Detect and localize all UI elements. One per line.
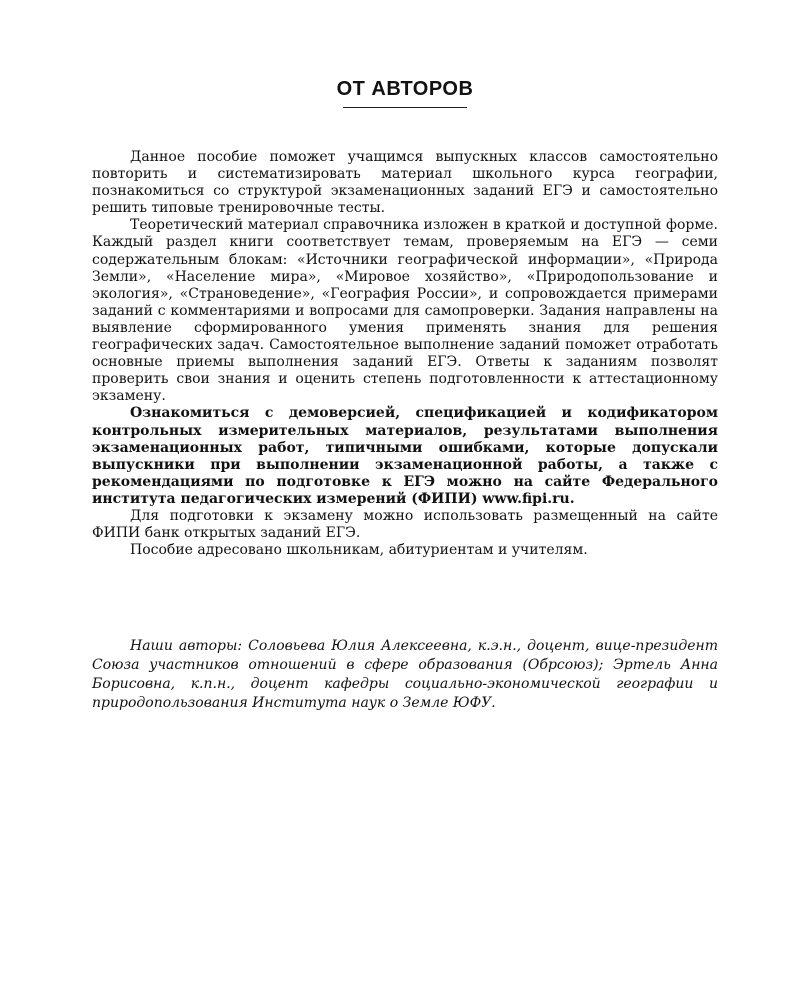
paragraph-fipi-info: Ознакомиться с демоверсией, спецификацией и кодификатором контрольных измерительных материалов, результатами выполнения экзаменационных работ, типичными ошибками, которые допускали выпускники при выполнении экзаменационной работы, а также с рекомендациями по подготовке к ЕГЭ можно на сайте Федерального института педагогических измерений (ФИПИ) www.fipi.ru. bbox=[92, 405, 718, 507]
title-underline bbox=[343, 107, 467, 108]
page-title: ОТ АВТОРОВ bbox=[336, 78, 474, 100]
paragraph-theory: Теоретический материал справочника изложен в краткой и доступной форме. Каждый раздел книги соответствует темам, проверяемым на ЕГЭ — семи содержательным блокам: «Источники географической информации», «Природа Земли», «Население мира», «Мировое хозяйство», «Природопользование и экология», «Страноведение», «География России», и сопровождается примерами заданий с комментариями и вопросами для самопроверки. Задания направлены на выявление сформированного умения применять знания для решения географических задач. Самостоятельное выполнение заданий поможет отработать основные приемы выполнения заданий ЕГЭ. Ответы к заданиям позволят проверить свои знания и оценить степень подготовленности к аттестационному экзамену. bbox=[92, 217, 718, 405]
heading-block bbox=[92, 78, 718, 108]
paragraph-intro: Данное пособие поможет учащимся выпускных классов самостоятельно повторить и систематизировать материал школьного курса географии, познакомиться со структурой экзаменационных заданий ЕГЭ и самостоятельно решить типовые тренировочные тесты. bbox=[92, 149, 718, 217]
paragraph-audience: Пособие адресовано школьникам, абитуриентам и учителям. bbox=[130, 542, 588, 559]
authors-note bbox=[92, 637, 718, 713]
authors-paragraph: Наши авторы: Соловьева Юлия Алексеевна, к.э.н., доцент, вице-президент Союза участников отношений в сфере образования (Обрсоюз); Эртель Анна Борисовна, к.п.н., доцент кафедры социально-экономической географии и природопользования Института наук о Земле ЮФУ. bbox=[92, 638, 718, 711]
paragraph-task-bank: Для подготовки к экзамену можно использовать размещенный на сайте ФИПИ банк открытых заданий ЕГЭ. bbox=[92, 507, 718, 542]
preface-body bbox=[92, 149, 718, 559]
